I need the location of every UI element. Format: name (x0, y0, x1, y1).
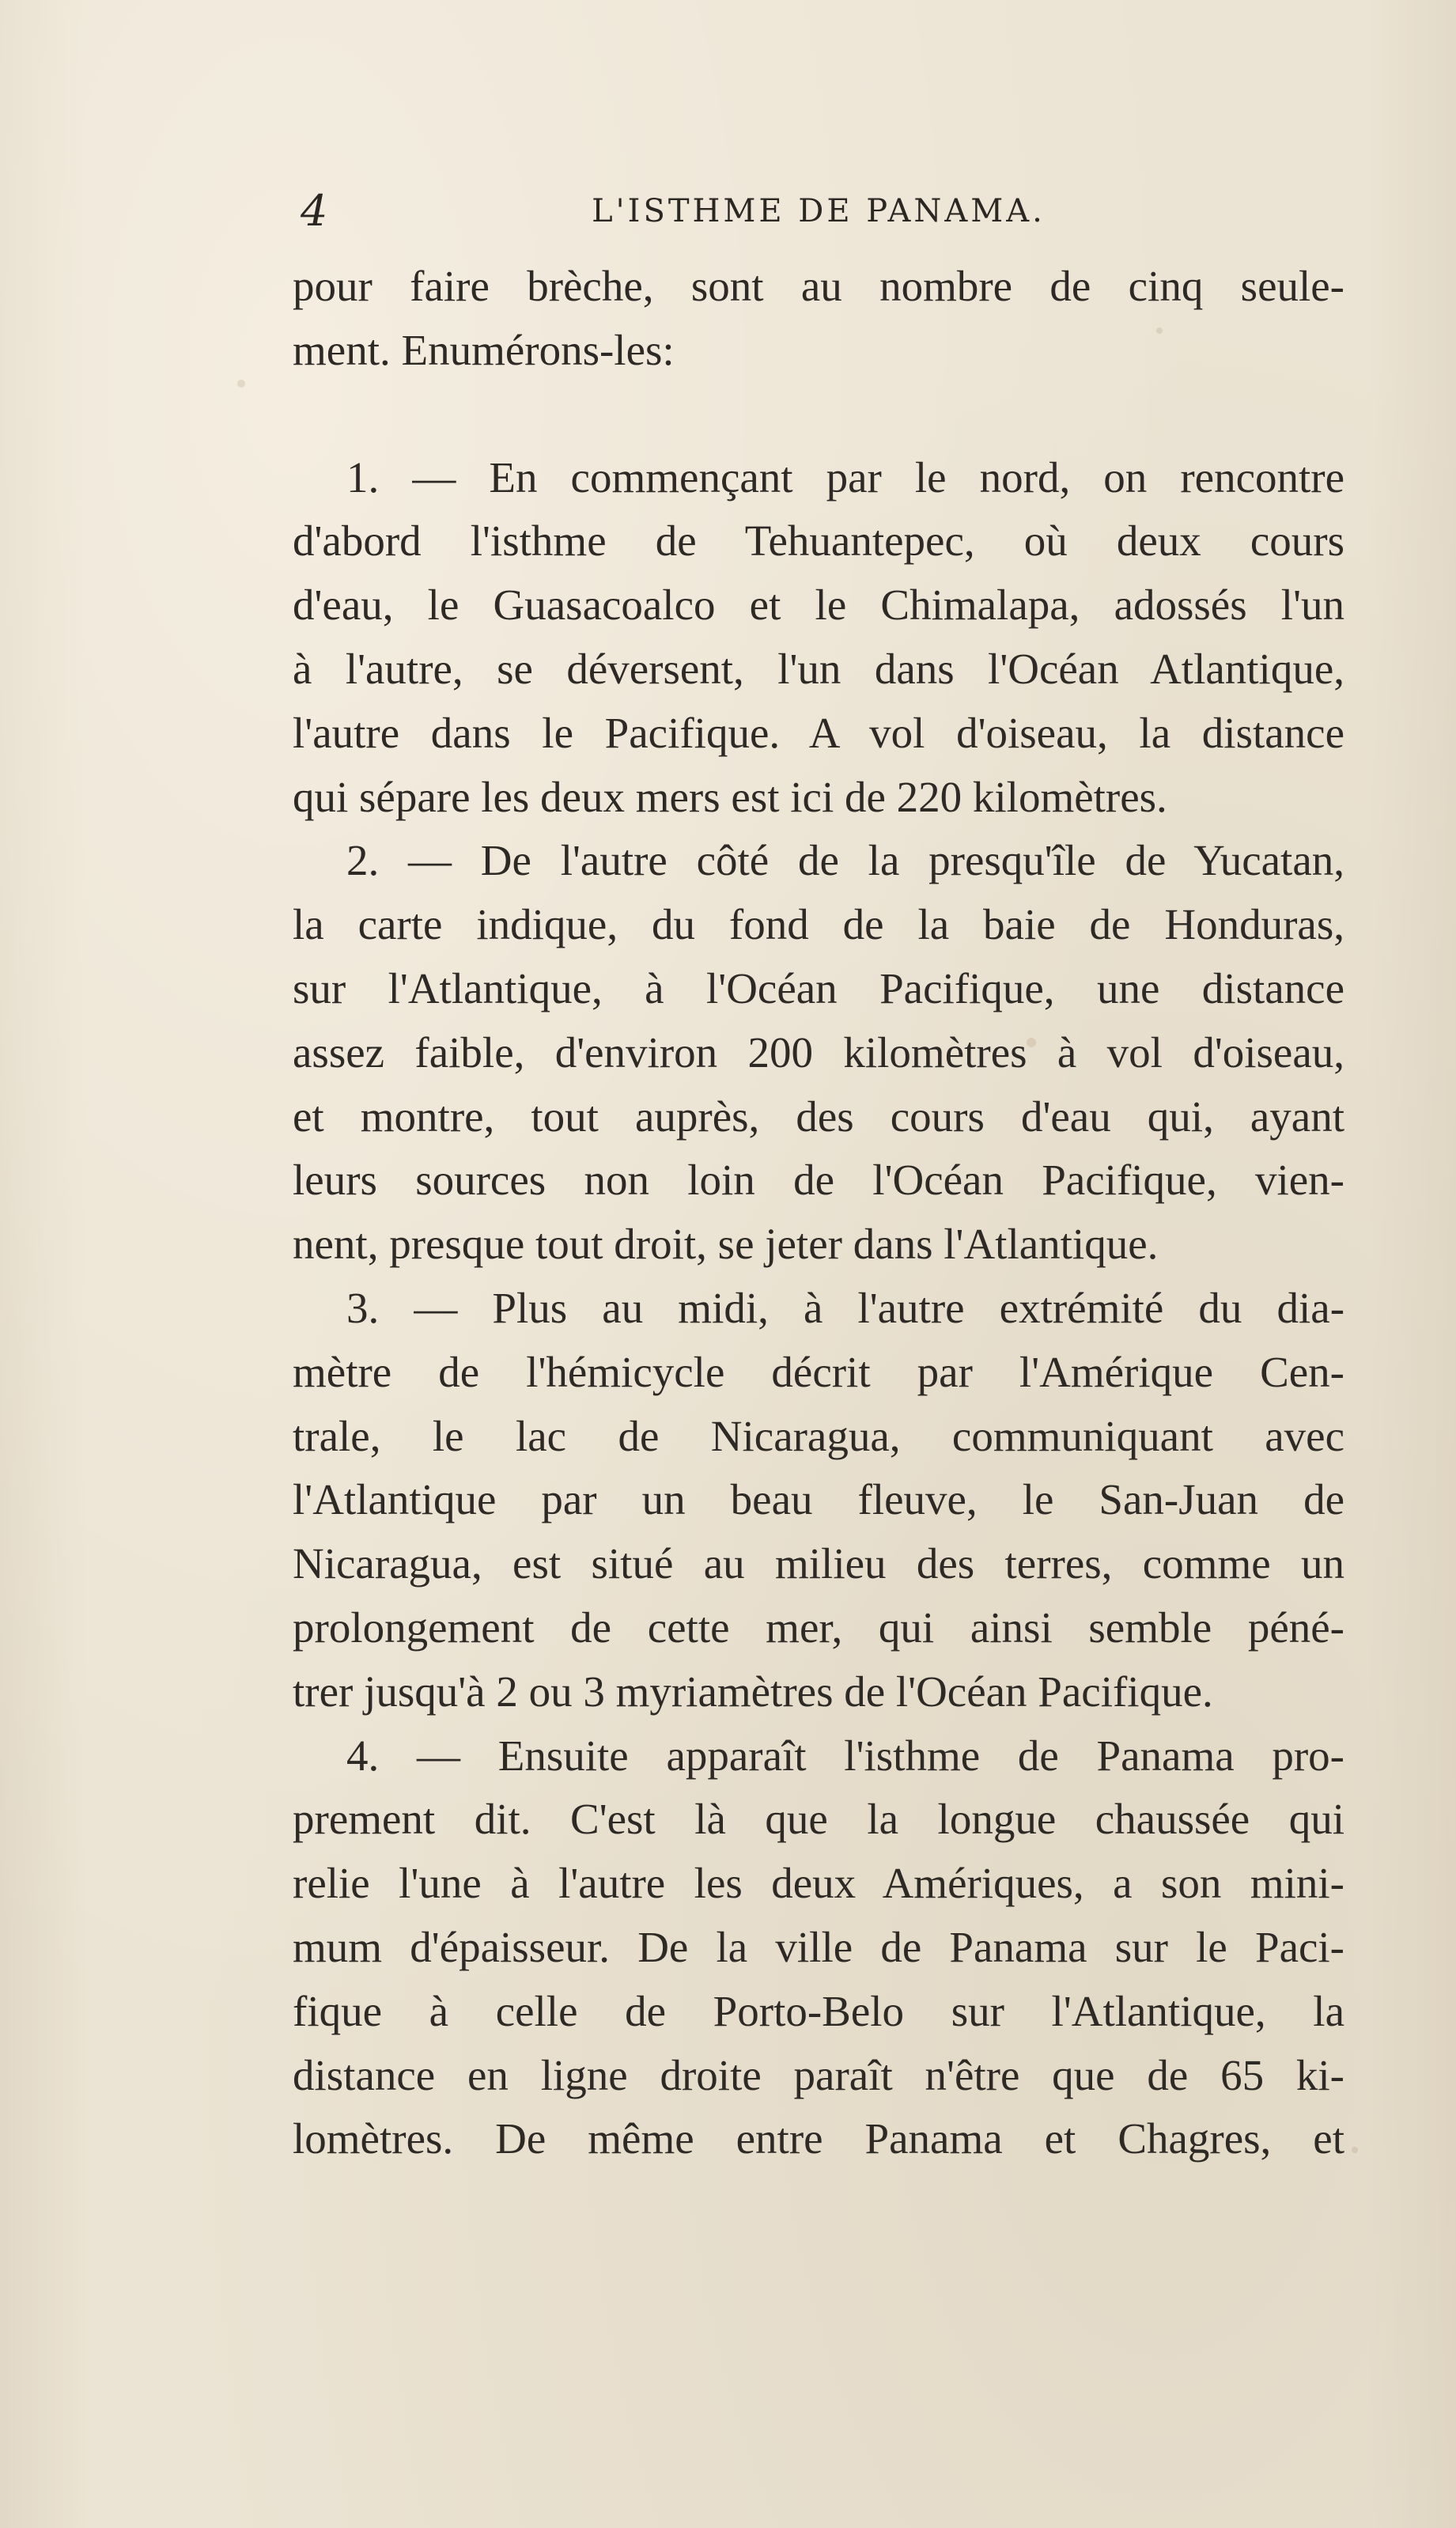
text-line: leurs sources non loin de l'Océan Pacifique, vien- (293, 1156, 1344, 1205)
item-number: 1. (346, 452, 380, 501)
text-line-content: — En commençant par le nord, on rencontre (412, 452, 1345, 501)
text-line (293, 1277, 1344, 1341)
paragraph-item-3 (293, 1277, 1344, 1724)
text-line: ment. Enumérons-les: (293, 325, 675, 374)
body-text (293, 255, 1344, 2171)
paragraph-intro (293, 255, 1344, 383)
text-line: et montre, tout auprès, des cours d'eau qui, ayant (293, 1092, 1344, 1141)
text-line (293, 446, 1344, 510)
running-title: L'ISTHME DE PANAMA. (592, 193, 1046, 229)
item-number: 2. (346, 836, 380, 885)
text-line-content: — Ensuite apparaît l'isthme de Panama pro- (417, 1731, 1344, 1780)
text-line: sur l'Atlantique, à l'Océan Pacifique, une distance (293, 963, 1344, 1012)
text-line: trale, le lac de Nicaragua, communiquant avec (293, 1411, 1344, 1460)
paragraph-item-1 (293, 446, 1344, 830)
text-line-content: — De l'autre côté de la presqu'île de Yucatan, (408, 836, 1344, 885)
paper-stain (1027, 1038, 1036, 1047)
text-line: assez faible, d'environ 200 kilomètres à vol d'oiseau, (293, 1027, 1344, 1077)
text-line: prement dit. C'est là que la longue chaussée qui (293, 1795, 1344, 1844)
text-line: fique à celle de Porto-Belo sur l'Atlantique, la (293, 1986, 1344, 2035)
text-line: l'Atlantique par un beau fleuve, le San-Juan de (293, 1475, 1344, 1524)
text-line: mètre de l'hémicycle décrit par l'Amérique Cen- (293, 1347, 1344, 1396)
text-line: distance en ligne droite paraît n'être que de 65 ki- (293, 2050, 1344, 2099)
paragraph-item-2 (293, 829, 1344, 1277)
text-line (293, 829, 1344, 893)
paper-stain (1352, 2147, 1358, 2153)
text-line: d'abord l'isthme de Tehuantepec, où deux cours (293, 517, 1344, 566)
text-line: d'eau, le Guasacoalco et le Chimalapa, adossés l'un (293, 581, 1344, 630)
text-line: mum d'épaisseur. De la ville de Panama sur le Paci- (293, 1922, 1344, 1971)
page-header (293, 184, 1344, 239)
text-line: prolongement de cette mer, qui ainsi semble péné- (293, 1603, 1344, 1652)
text-line: lomètres. De même entre Panama et Chagres, et (293, 2114, 1344, 2163)
item-number: 3. (346, 1283, 380, 1332)
text-line: Nicaragua, est situé au milieu des terres, comme un (293, 1539, 1344, 1588)
page-number: 4 (301, 186, 328, 236)
text-line-content: — Plus au midi, à l'autre extrémité du dia- (414, 1283, 1345, 1332)
text-line: pour faire brèche, sont au nombre de cinq seule- (293, 262, 1344, 310)
paragraph-item-4 (293, 1724, 1344, 2172)
text-line: à l'autre, se déversent, l'un dans l'Océan Atlantique, (293, 644, 1344, 693)
text-line: qui sépare les deux mers est ici de 220 kilomètres. (293, 772, 1167, 821)
text-line: trer jusqu'à 2 ou 3 myriamètres de l'Océan Pacifique. (293, 1667, 1213, 1716)
text-line (293, 1724, 1344, 1788)
text-line: relie l'une à l'autre les deux Amériques, a son mini- (293, 1859, 1344, 1908)
text-line: la carte indique, du fond de la baie de Honduras, (293, 900, 1344, 949)
paper-stain (237, 380, 245, 388)
item-number: 4. (346, 1731, 380, 1780)
text-line: l'autre dans le Pacifique. A vol d'oiseau, la distance (293, 708, 1344, 757)
paper-stain (1156, 327, 1163, 334)
text-line: nent, presque tout droit, se jeter dans l'Atlantique. (293, 1220, 1159, 1269)
